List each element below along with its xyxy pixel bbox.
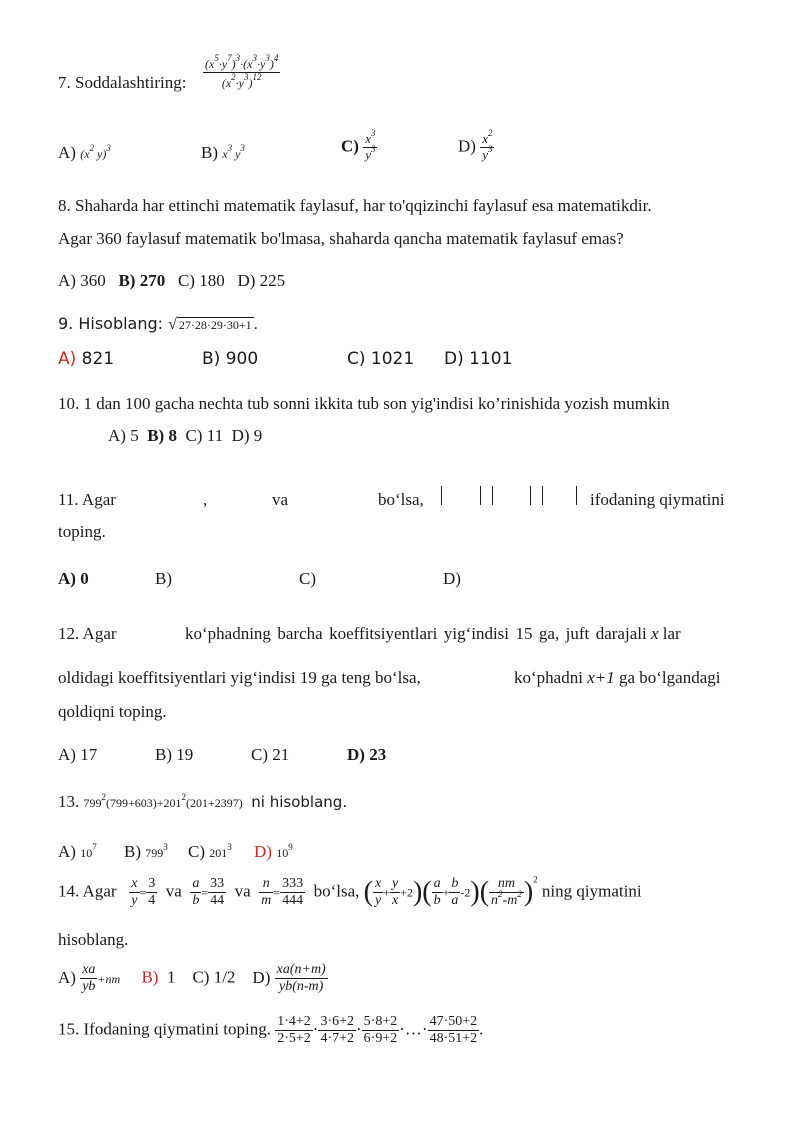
option-c[interactable]: C) 11: [185, 426, 224, 445]
question-12-option-a[interactable]: A) 17: [58, 745, 98, 764]
question-11-va: va: [272, 490, 289, 509]
question-11-comma: ,: [203, 490, 208, 509]
question-11-bolsa: bo‘lsa,: [378, 490, 424, 509]
question-12-option-d[interactable]: D) 23: [347, 745, 387, 764]
question-11-agar: 11. Agar: [58, 490, 116, 509]
option-a[interactable]: A) 5: [108, 426, 139, 445]
option-c[interactable]: C) 180: [177, 271, 225, 290]
option-b[interactable]: B) 270: [118, 271, 166, 290]
question-10-options: [108, 426, 262, 446]
question-7: [58, 73, 186, 93]
question-9: 9. Hisoblang: √ 27·28·29·30+1 .: [58, 314, 258, 333]
question-14-options: [58, 962, 328, 995]
question-15: 15. Ifodaning qiymatini toping. $\frac{1\cdot 4+2}{2\cdot 5+2}$ · $\frac{3\cdot 6+2}{4\cdot 7+2}$ · $\frac{5\cdot 8+2}{6\cdot 9+2}$ ·…· $\frac{47\cdot 50+2}{48\cdot 51+2}$ .: [58, 1014, 484, 1047]
question-9-label: 9. Hisoblang:: [58, 314, 164, 333]
question-14: 14. Agar $\frac{x}{y}$ = $\frac{3}{4}$ va $\frac{a}{b}$ = $\frac{33}{44}$ va $\frac{n}{m}$ = $\frac{333}{444}$ bo‘lsa, ( $\frac{x}{y}$ + $\frac{y}{x}$ +2)( $\frac{a}{b}$ + $\frac{b}{a}$ -2)( $\frac{nm}{n^2-m^2}$ )$^2$ ning qiymatini: [58, 874, 642, 909]
question-12-line-3: qoldiqni toping.: [58, 702, 167, 721]
question-11-option-a[interactable]: A) 0: [58, 569, 89, 588]
option-a[interactable]: A) 360: [58, 271, 106, 290]
option-b[interactable]: B) 8: [147, 426, 177, 445]
option-b[interactable]: B) 900: [202, 349, 259, 369]
question-13-option-c[interactable]: C) $201^3$: [188, 842, 232, 861]
question-13-option-b[interactable]: B) $799^3$: [124, 842, 168, 861]
question-13-option-a[interactable]: A) $10^7$: [58, 842, 97, 861]
option-d[interactable]: D) 225: [237, 271, 286, 290]
question-7-label: 7. Soddalashtiring:: [58, 73, 187, 92]
option-c[interactable]: C) 1021: [347, 349, 415, 369]
question-7-option-d[interactable]: D) $\frac{x^2}{y^3}$: [458, 128, 493, 162]
option-a-value[interactable]: 821: [81, 349, 115, 369]
question-12-line-2a: oldidagi koeffitsiyentlari yig‘indisi 19 ga teng bo‘lsa,: [58, 668, 421, 687]
question-8-line-2: Agar 360 faylasuf matematik bo'lmasa, shaharda qancha matematik faylasuf emas?: [58, 229, 624, 248]
question-7-option-b[interactable]: B) $x^3$ $y^3$: [201, 143, 245, 162]
question-12-option-c[interactable]: C) 21: [251, 745, 290, 764]
question-9-options: [58, 349, 114, 369]
question-10-text: 10. 1 dan 100 gacha nechta tub sonni ikkita tub son yig'indisi ko’rinishida yozish mumkin: [58, 394, 670, 413]
option-d[interactable]: D) 1101: [444, 349, 513, 369]
question-12-line-1: ko‘phadning barcha koeffitsiyentlari yig‘indisi 15 ga, juft darajali x lar: [185, 624, 681, 643]
question-11-option-c[interactable]: C): [299, 569, 316, 588]
option-b[interactable]: B) 1: [141, 967, 176, 987]
question-12-line-2b: ko‘phadni x+1 ga bo‘lgandagi: [514, 668, 721, 687]
question-11-line-2: toping.: [58, 522, 106, 541]
question-11-option-b[interactable]: B): [155, 569, 172, 588]
question-7-option-a[interactable]: A) ($x^2$ y)$^3$: [58, 143, 111, 162]
question-13: 13. $799^2(799+603)+201^2(201+2397)$ ni hisoblang.: [58, 792, 348, 811]
question-8-options: [58, 271, 285, 291]
question-7-option-c[interactable]: C) $\frac{x^3}{y^3}$: [341, 128, 376, 162]
question-12-option-b[interactable]: B) 19: [155, 745, 194, 764]
question-11-tail: ifodaning qiymatini: [590, 490, 725, 509]
option-d[interactable]: D) 9: [231, 426, 263, 445]
option-a[interactable]: A) $\frac{xa}{yb}$ +nm: [58, 962, 121, 995]
question-8-line-1: 8. Shaharda har ettinchi matematik faylasuf, har to'qqizinchi faylasuf esa matematikdir.: [58, 196, 652, 215]
question-12-agar: 12. Agar: [58, 624, 117, 643]
question-7-expression: $\frac{(x^5\cdot y^7)^3\cdot(x^3\cdot y^3)^4}{(x^2\cdot y^3)^{12}}$: [205, 53, 279, 90]
question-11-abs-expression: [441, 484, 577, 505]
option-c[interactable]: C) 1/2: [192, 967, 236, 987]
question-11-option-d[interactable]: D): [443, 569, 461, 588]
question-14-line-2: hisoblang.: [58, 930, 129, 949]
question-13-option-d[interactable]: D) $10^9$: [254, 842, 293, 861]
option-d[interactable]: D) $\frac{xa(n+m)}{yb(n-m)}$: [252, 962, 326, 995]
option-a-letter[interactable]: A): [58, 349, 77, 369]
